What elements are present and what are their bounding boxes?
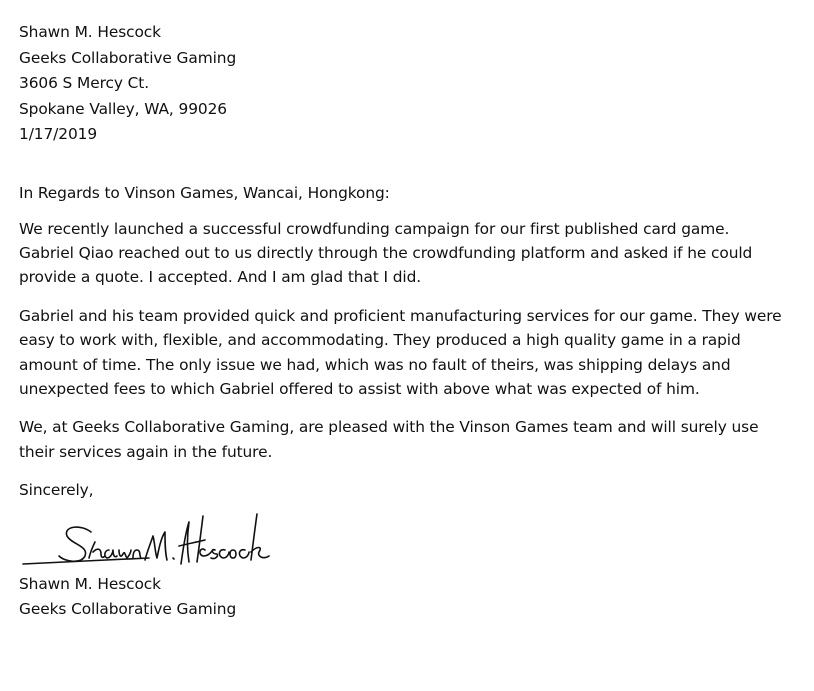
paragraph-line: Gabriel Qiao reached out to us directly through the crowdfunding platform and asked if he could (19, 243, 753, 262)
paragraph-2 (19, 304, 809, 402)
signer-company: Geeks Collaborative Gaming (19, 600, 237, 619)
regards-line: In Regards to Vinson Games, Wancai, Hongkong: (19, 183, 390, 202)
sender-city-line: Spokane Valley, WA, 99026 (19, 99, 227, 118)
closing: Sincerely, (19, 481, 94, 500)
paragraph-line: We recently launched a successful crowdfunding campaign for our first published card game. (19, 219, 730, 238)
signature-icon (19, 506, 279, 572)
paragraph-line: easy to work with, flexible, and accommodating. They produced a high quality game in a rapid (19, 331, 741, 350)
paragraph-line: amount of time. The only issue we had, which was no fault of theirs, was shipping delays and (19, 355, 731, 374)
paragraph-line: unexpected fees to which Gabriel offered to assist with above what was expected of him. (19, 380, 700, 398)
sender-company: Geeks Collaborative Gaming (19, 48, 237, 67)
paragraph-line: provide a quote. I accepted. And I am glad that I did. (19, 268, 422, 287)
handwritten-signature (19, 506, 279, 572)
letter-date: 1/17/2019 (19, 125, 98, 144)
sender-name: Shawn M. Hescock (19, 23, 161, 41)
paragraph-line: their services again in the future. (19, 442, 273, 461)
paragraph-line: Gabriel and his team provided quick and proficient manufacturing services for our game. They were (19, 306, 782, 325)
paragraph-line: We, at Geeks Collaborative Gaming, are pleased with the Vinson Games team and will surely use (19, 418, 759, 437)
signature-block (19, 572, 809, 623)
sender-address-block (19, 20, 809, 148)
sender-street: 3606 S Mercy Ct. (19, 74, 149, 93)
signer-name: Shawn M. Hescock (19, 574, 161, 593)
letter-page (19, 20, 809, 623)
paragraph-3 (19, 415, 809, 464)
paragraph-1 (19, 217, 809, 290)
